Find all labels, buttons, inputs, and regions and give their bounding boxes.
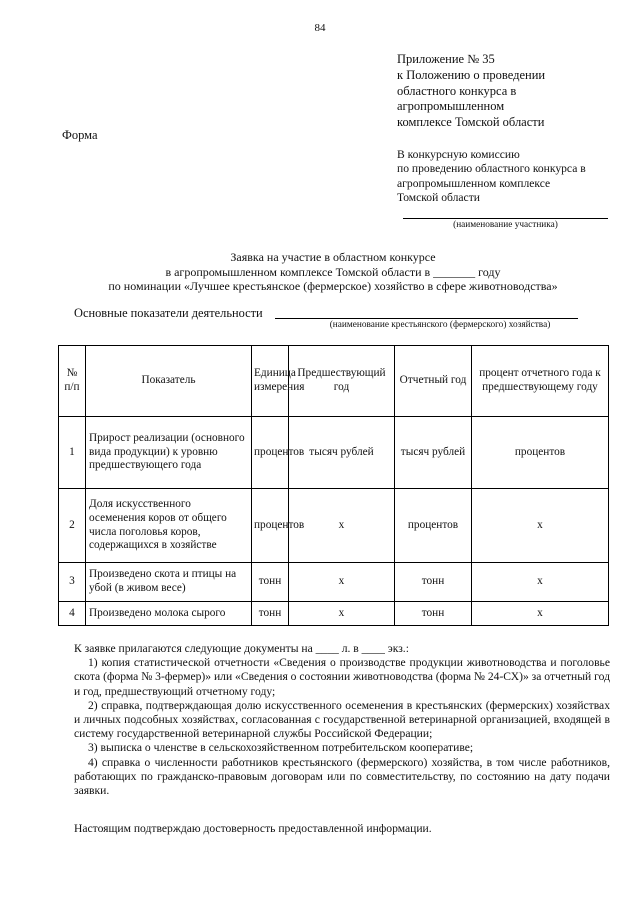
cell-indicator: Произведено молока сырого bbox=[86, 602, 252, 626]
appendix-line: областного конкурса в bbox=[397, 83, 517, 98]
cell-report: тонн bbox=[395, 602, 472, 626]
title-line: в агропромышленном комплексе Томской области в _______ году bbox=[165, 264, 501, 279]
header-report-year: Отчетный год bbox=[395, 346, 472, 417]
table-row bbox=[59, 489, 609, 563]
cell-percent: х bbox=[472, 602, 609, 626]
cell-num: 1 bbox=[59, 417, 86, 489]
table-row bbox=[59, 563, 609, 602]
confirmation-text: Настоящим подтверждаю достоверность предоставленной информации. bbox=[74, 822, 432, 835]
participant-name-caption: (наименование участника) bbox=[453, 220, 558, 230]
table-header-row bbox=[59, 346, 609, 417]
header-unit: Единица измерения bbox=[252, 346, 289, 417]
addressee-line: Томской области bbox=[397, 190, 480, 204]
cell-unit: процентов bbox=[252, 489, 289, 563]
appendix-line: Приложение № 35 bbox=[397, 52, 495, 66]
cell-report: тонн bbox=[395, 563, 472, 602]
appendix-line: к Положению о проведении bbox=[397, 67, 546, 82]
attachment-item: 4) справка о численности работников крестьянского (фермерского) хозяйства, в том числе работников, работающих по гражданско-правовым договорам или по совместительству, по состоянию на дату подачи заявки. bbox=[74, 755, 610, 798]
cell-prev: тысяч рублей bbox=[289, 417, 395, 489]
attachment-item: 3) выписка о членстве в сельскохозяйственном потребительском кооперативе; bbox=[88, 741, 474, 755]
header-num: № п/п bbox=[59, 346, 86, 417]
cell-percent: х bbox=[472, 489, 609, 563]
header-prev-year: Предшествующий год bbox=[289, 346, 395, 417]
cell-unit: процентов bbox=[252, 417, 289, 489]
document-title bbox=[60, 250, 606, 294]
attachment-item: 2) справка, подтверждающая долю искусственного осеменения в крестьянских (фермерских) хозяйствах и личных подсобных хозяйствах, согласованная с государственной ветеринарной организацией, входящей в систему государственной ветеринарной службы Российской Федерации; bbox=[74, 698, 610, 741]
cell-prev: х bbox=[289, 602, 395, 626]
farm-name-field[interactable] bbox=[275, 318, 578, 319]
cell-indicator: Произведено скота и птицы на убой (в живом весе) bbox=[86, 563, 252, 602]
cell-percent: х bbox=[472, 563, 609, 602]
appendix-line: комплексе Томской области bbox=[397, 115, 545, 130]
header-percent: процент отчетного года к предшествующему году bbox=[472, 346, 609, 417]
cell-unit: тонн bbox=[252, 602, 289, 626]
participant-name-field[interactable] bbox=[403, 218, 608, 219]
indicators-table bbox=[58, 345, 609, 626]
appendix-header bbox=[397, 52, 545, 131]
cell-prev: х bbox=[289, 563, 395, 602]
cell-percent: процентов bbox=[472, 417, 609, 489]
addressee-line: В конкурсную комиссию bbox=[397, 148, 520, 161]
header-indicator: Показатель bbox=[86, 346, 252, 417]
addressee-block bbox=[397, 148, 586, 205]
basic-indicators-label: Основные показатели деятельности bbox=[74, 306, 263, 320]
page-number: 84 bbox=[314, 22, 326, 34]
cell-num: 3 bbox=[59, 563, 86, 602]
addressee-line: по проведению областного конкурса в bbox=[397, 162, 586, 176]
farm-name-caption: (наименование крестьянского (фермерского) хозяйства) bbox=[329, 320, 551, 330]
cell-num: 2 bbox=[59, 489, 86, 563]
cell-unit: тонн bbox=[252, 563, 289, 602]
form-label: Форма bbox=[62, 128, 98, 142]
cell-indicator: Прирост реализации (основного вида продукции) к уровню предшествующего года bbox=[86, 417, 252, 489]
table-row bbox=[59, 417, 609, 489]
cell-indicator: Доля искусственного осеменения коров от общего числа поголовья коров, содержащихся в хозяйстве bbox=[86, 489, 252, 563]
title-line: по номинации «Лучшее крестьянское (фермерское) хозяйство в сфере животноводства» bbox=[108, 279, 558, 293]
cell-prev: х bbox=[289, 489, 395, 563]
addressee-line: агропромышленном комплексе bbox=[397, 176, 551, 190]
cell-report: процентов bbox=[395, 489, 472, 563]
title-line: Заявка на участие в областном конкурсе bbox=[230, 250, 436, 264]
attachments-intro: К заявке прилагаются следующие документы на ____ л. в ____ экз.: bbox=[74, 642, 409, 655]
appendix-line: агропромышленном bbox=[397, 99, 505, 114]
table-row bbox=[59, 602, 609, 626]
attachments-list bbox=[74, 642, 610, 798]
attachment-item: 1) копия статистической отчетности «Сведения о производстве продукции животноводства и поголовье скота (форма № 3-фермер)» или «Сведения о состоянии животноводства (форма № 24-СХ)» за отчетный год и год, предшествующий отчетному году; bbox=[74, 656, 610, 698]
cell-num: 4 bbox=[59, 602, 86, 626]
cell-report: тысяч рублей bbox=[395, 417, 472, 489]
